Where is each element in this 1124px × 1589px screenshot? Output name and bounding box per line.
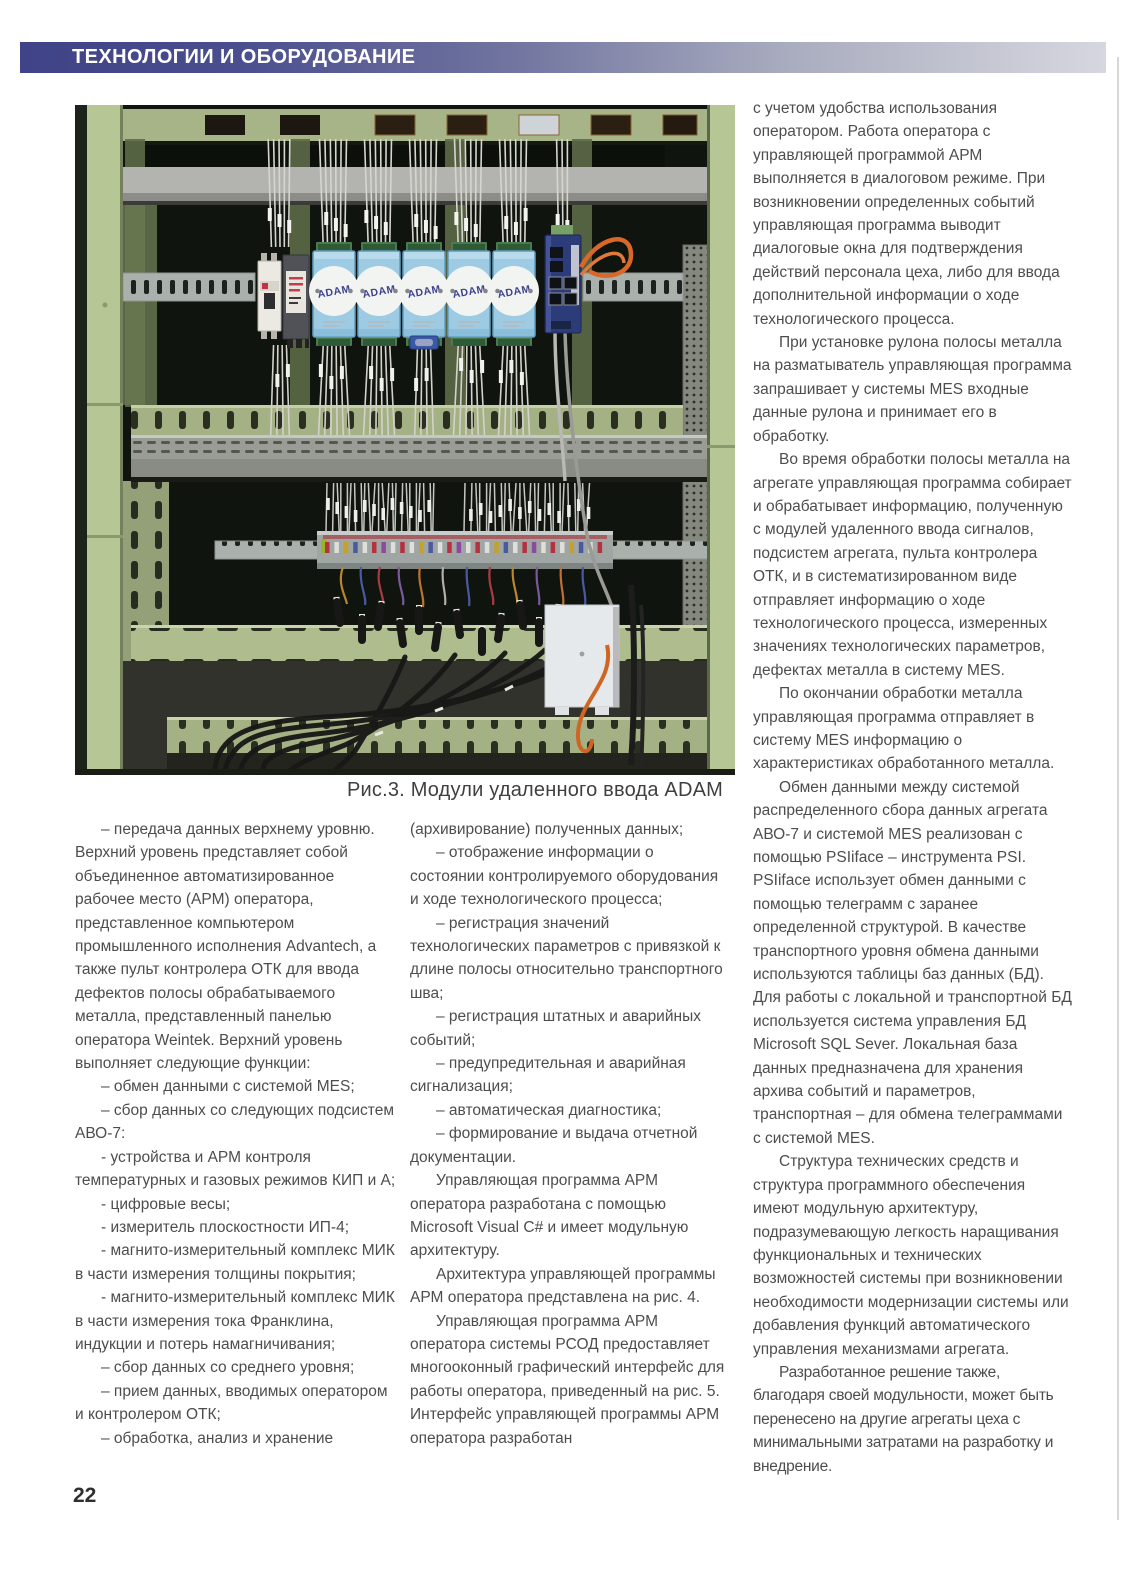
circuit-breaker [258, 253, 281, 339]
section-header-bar [20, 42, 1106, 73]
din-rail-right [583, 273, 683, 301]
paragraph: Обмен данными между системой распределенного сбора данных агрегата АВО-7 и системой MES реализован с помощью PSIiface – инструмента PSI. PSIiface использует обмен данными с помощью телеграмм с заранее определенной структурой. В качестве транспортного уровня обмена данными используются таблицы баз данных (БД). Для работы с локальной и транспортной БД используется система управления БД Microsoft SQL Sever. Локальная база данных предназначена для хранения архива событий и параметров, транспортная – для обмена телеграммами с системой MES. [753, 778, 1072, 1147]
paragraph: Управляющая программа АРМ оператора системы РСОД предоставляет многооконный графический интерфейс для работы оператора, приведенный на рис. 5. Интерфейс управляющей программы АРМ оператора разработан [410, 1312, 725, 1447]
paragraph: Управляющая программа АРМ оператора разработана с помощью Microsoft Visual C# и имеет модульную архитектуру. [410, 1172, 689, 1260]
paragraph: - цифровые весы; [101, 1195, 231, 1213]
paragraph: – регистрация значений технологических параметров с привязкой к длине полосы относительно транспортного шва; [410, 914, 723, 1002]
paragraph: Структура технических средств и структура программного обеспечения имеют модульную архитектуру, подразумевающую легкость наращивания функциональных и технических возможностей системы при возникновении необходимости модернизации системы или добавления функций автоматического управления механизмами агрегата. [753, 1153, 1069, 1358]
ethernet-switch [545, 225, 581, 333]
din-rail-left [123, 273, 255, 301]
paragraph: – автоматическая диагностика; [436, 1101, 662, 1119]
left-edge-shadow [75, 105, 87, 775]
paragraph: Архитектура управляющей программы АРМ оператора представлена на рис. 4. [410, 1265, 716, 1307]
paragraph: По окончании обработки металла управляющая программа отправляет в систему MES информацию о характеристиках обработанного металла. [753, 685, 1055, 773]
paragraph: - магнито-измерительный комплекс МИК в части измерения тока Франклина, индукции и потерь намагничивания; [75, 1289, 395, 1353]
left-post [87, 105, 123, 775]
cable-tray [131, 435, 723, 482]
paragraph: – регистрация штатных и аварийных событий; [410, 1008, 701, 1049]
paragraph: - устройства и АРМ контроля температурных и газовых режимов КИП и А; [75, 1148, 396, 1190]
paragraph: – сбор данных со среднего уровня; [101, 1359, 355, 1377]
scan-edge-line [1117, 57, 1119, 1520]
paragraph: – формирование и выдача отчетной документации. [410, 1125, 698, 1166]
paragraph: – обмен данными с системой MES; [101, 1078, 355, 1096]
terminal-strip [317, 531, 613, 569]
paragraph: Разработанное решение также, благодаря своей модульности, может быть перенесено на другие агрегаты цеха с минимальными затратами на разработку и внедрение. [753, 1363, 1054, 1475]
paragraph: – отображение информации о состоянии контролируемого оборудования и ходе технологического процесса; [410, 844, 719, 909]
gray-beam [87, 167, 723, 205]
page-number: 22 [73, 1484, 97, 1507]
article-column-right [753, 97, 1074, 1478]
db9-connector [410, 336, 438, 349]
paragraph: - магнито-измерительный комплекс МИК в части измерения толщины покрытия; [75, 1242, 395, 1283]
paragraph: (архивирование) полученных данных; [410, 821, 684, 838]
paragraph: – обработка, анализ и хранение [101, 1429, 334, 1447]
paragraph: – предупредительная и аварийная сигнализация; [410, 1055, 686, 1096]
article-column-middle [410, 818, 731, 1450]
paragraph: Во время обработки полосы металла на агрегате управляющая программа собирает и обрабатывает информацию, полученную с модулей удаленного ввода сигналов, подсистем агрегата, пульта контролера ОТК, и в систематизированном виде отправляет информацию о ходе технологического процесса, измеренных значениях технологических параметров, дефектах металла в систему MES. [753, 451, 1072, 679]
paragraph: – передача данных верхнему уровню. Верхний уровень представляет собой объединенное автоматизированное рабочее место (АРМ) оператора, представленное компьютером промышленного исполнения Advantech, а также пульт контролера ОТК для ввода дефектов полосы обрабатываемого металла, представленный панелью оператора Weintek. Верхний уровень выполняет следующие функции: [75, 821, 377, 1073]
paragraph: - измеритель плоскостности ИП-4; [101, 1218, 350, 1236]
paragraph: При установке рулона полосы металла на разматыватель управляющая программа запрашивает у системы MES входные данные рулона и принимает его в обработку. [753, 334, 1072, 445]
section-title: ТЕХНОЛОГИИ И ОБОРУДОВАНИЕ [72, 45, 416, 68]
paragraph: – прием данных, вводимых оператором и контролером ОТК; [75, 1382, 388, 1424]
green-rail-mid [131, 405, 683, 435]
figure-caption: Рис.3. Модули удаленного ввода ADAM [346, 779, 723, 801]
article-column-left [75, 818, 396, 1450]
paragraph: с учетом удобства использования оператором. Работа оператора с управляющей программой АРМ выполняется в диалоговом режиме. При возникновении определенных событий управляющая программа выводит диалоговые окна для подтверждения действий персонала цеха, либо для ввода дополнительной информации о ходе технологического процесса. [753, 100, 1060, 328]
right-post [707, 105, 735, 775]
paragraph: – сбор данных со следующих подсистем АВО-7: [75, 1101, 394, 1143]
cabinet-photo [75, 105, 735, 775]
green-rail-b [167, 717, 723, 753]
relay-module [283, 255, 309, 348]
